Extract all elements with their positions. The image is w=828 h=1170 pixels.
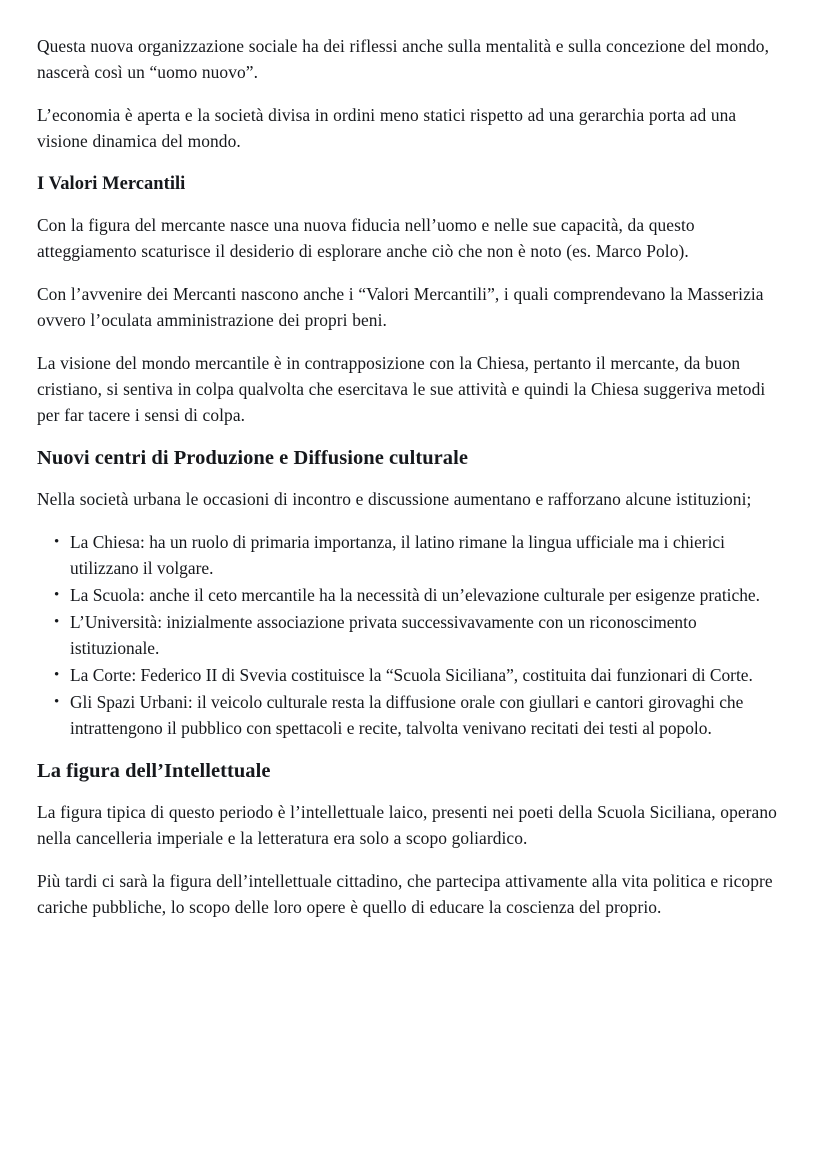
list-item <box>37 529 790 581</box>
paragraph: Questa nuova organizzazione sociale ha dei riflessi anche sulla mentalità e sulla concezione del mondo, nascerà così un “uomo nuovo”. <box>37 36 770 82</box>
section-heading: Nuovi centri di Produzione e Diffusione culturale <box>37 447 468 469</box>
list-item-text: L’Università: inizialmente associazione privata successivavamente con un riconoscimento istituzionale. <box>70 612 697 658</box>
paragraph: Nella società urbana le occasioni di incontro e discussione aumentano e rafforzano alcune istituzioni; <box>37 489 752 509</box>
bullet-icon: • <box>54 694 60 710</box>
list-item <box>37 689 790 741</box>
list-item <box>37 582 790 608</box>
list-item-text: Gli Spazi Urbani: il veicolo culturale resta la diffusione orale con giullari e cantori girovaghi che intrattengono il pubblico con spettacoli e recite, talvolta venivano recitati dei testi al popolo. <box>70 692 744 738</box>
paragraph: La figura tipica di questo periodo è l’intellettuale laico, presenti nei poeti della Scuola Siciliana, operano nella cancelleria imperiale e la letteratura era solo a scopo goliardico. <box>37 802 777 848</box>
section-heading: La figura dell’Intellettuale <box>37 760 271 782</box>
list-item-text: La Corte: Federico II di Svevia costituisce la “Scuola Siciliana”, costituita dai funzionari di Corte. <box>70 665 753 685</box>
bullet-icon: • <box>54 534 60 550</box>
paragraph: L’economia è aperta e la società divisa in ordini meno statici rispetto ad una gerarchia porta ad una visione dinamica del mondo. <box>37 105 737 151</box>
bullet-icon: • <box>54 667 60 683</box>
list-item-text: La Chiesa: ha un ruolo di primaria importanza, il latino rimane la lingua ufficiale ma i chierici utilizzano il volgare. <box>70 532 725 578</box>
paragraph: La visione del mondo mercantile è in contrapposizione con la Chiesa, pertanto il mercante, da buon cristiano, si sentiva in colpa qualvolta che esercitava le sue attività e quindi la Chiesa suggeriva metodi per far tacere i sensi di colpa. <box>37 353 766 425</box>
document-body <box>37 33 790 920</box>
paragraph: Più tardi ci sarà la figura dell’intellettuale cittadino, che partecipa attivamente alla vita politica e ricopre cariche pubbliche, lo scopo delle loro opere è quello di educare la coscienza del proprio. <box>37 871 773 917</box>
paragraph: Con la figura del mercante nasce una nuova fiducia nell’uomo e nelle sue capacità, da questo atteggiamento scaturisce il desiderio di esplorare anche ciò che non è noto (es. Marco Polo). <box>37 215 695 261</box>
bullet-icon: • <box>54 614 60 630</box>
paragraph: Con l’avvenire dei Mercanti nascono anche i “Valori Mercantili”, i quali comprendevano la Masserizia ovvero l’oculata amministrazione dei propri beni. <box>37 284 764 330</box>
list-item <box>37 662 790 688</box>
list-item-text: La Scuola: anche il ceto mercantile ha la necessità di un’elevazione culturale per esigenze pratiche. <box>70 585 760 605</box>
bullet-icon: • <box>54 587 60 603</box>
list-item <box>37 609 790 661</box>
section-heading: I Valori Mercantili <box>37 174 186 194</box>
bullet-list <box>37 529 790 741</box>
